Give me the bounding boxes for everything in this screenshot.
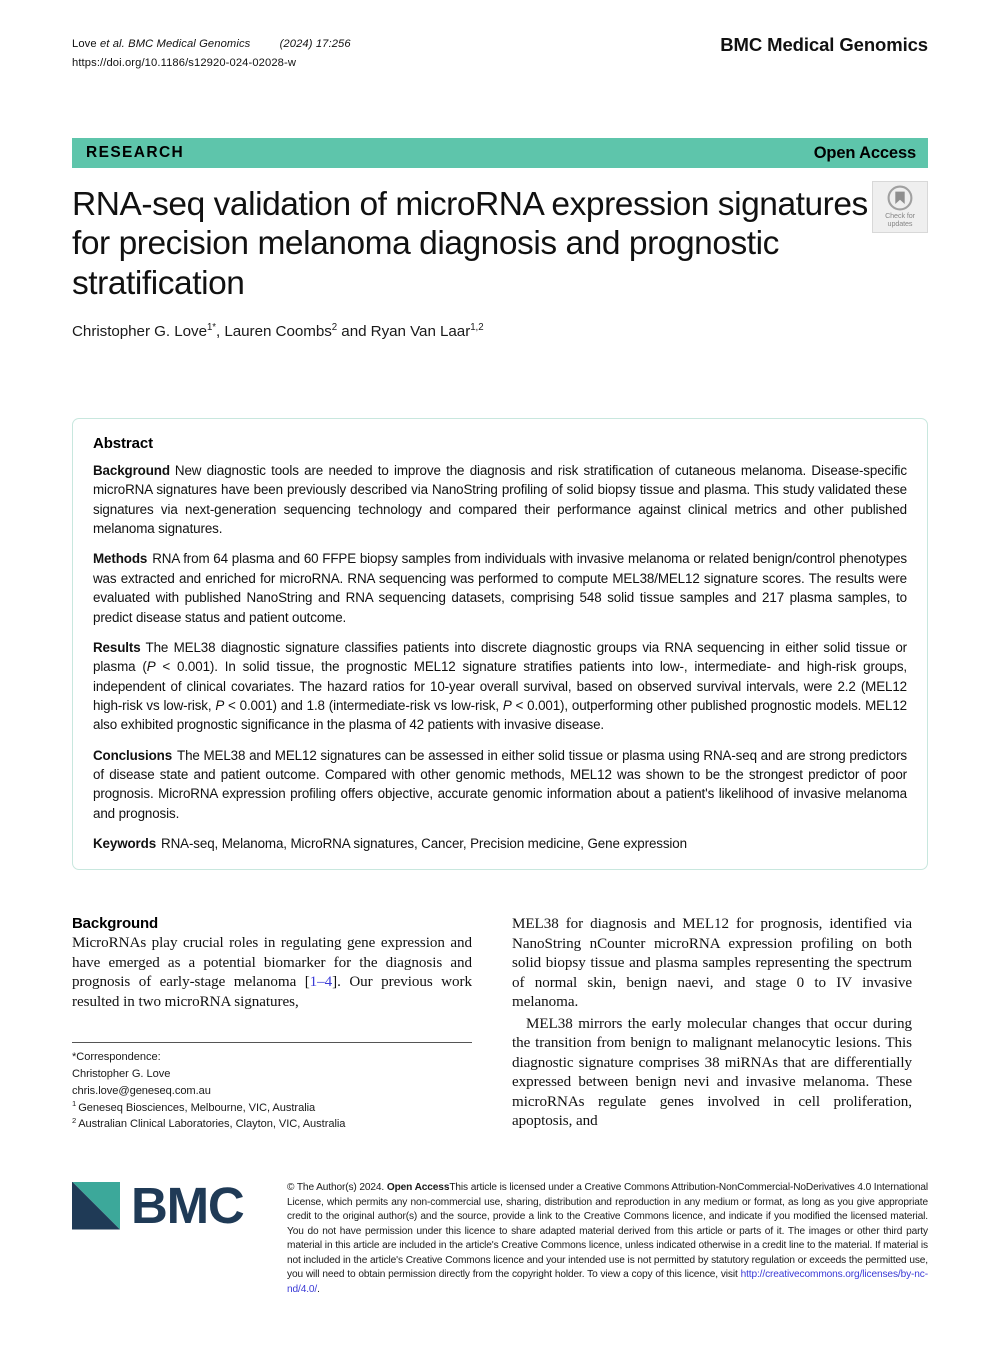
running-head-etal: et al. — [99, 38, 125, 50]
page-footer — [72, 1178, 928, 1297]
keywords-label: Keywords — [93, 836, 157, 852]
crossmark-line1: Check for — [885, 211, 915, 220]
crossmark-bookmark-icon — [887, 185, 913, 211]
bmc-logo-wordmark: BMC — [131, 1177, 244, 1234]
license-body: This article is licensed under a Creative Commons Attribution-NonCommercial-NoDerivatives 4.0 International License, which permits any non-commercial use, sharing, distribution and reproduction in any medium or format, as long as you give appropriate credit to the original author(s) and the source, provide a link to the Creative Commons licence, and indicate if you modified the licensed material. You do not have permission under this licence to share adapted material derived from this article or parts of it. The images or other third party material in this article are included in the article's Creative Commons licence, unless indicated otherwise in a credit line to the material. If material is not included in the article's Creative Commons licence and your intended use is not permitted by statutory regulation or exceeds the permitted use, you will need to obtain permission directly from the copyright holder. To view a copy of this licence, visit — [287, 1182, 928, 1281]
running-head-citation — [72, 36, 351, 72]
article-type-banner — [72, 138, 928, 168]
journal-brand: BMC Medical Genomics — [720, 34, 928, 55]
abstract-section-text: The MEL38 and MEL12 signatures can be assessed in either solid tissue or plasma using RNA-seq and are strong predictors of disease state and patient outcome. Compared with other genomic methods, MEL12 was shown to be the strongest predictor of poor prognosis. MicroRNA expression profiling offers objective, accurate genomic information about a patient's likelihood of invasive melanoma and prognosis. — [93, 747, 907, 821]
abstract-section-label: Results — [93, 639, 141, 655]
abstract-section-text: New diagnostic tools are needed to improve the diagnosis and risk stratification of cutaneous melanoma. Disease-specific microRNA signatures have been previously described via NanoString profiling of solid biopsy tissue and plasma. This study validated these signatures via next-generation sequencing technology and compared their performance against clinical metrics and other published melanoma signatures. — [93, 463, 907, 537]
author-list — [72, 323, 928, 340]
p-value-symbol: P — [215, 697, 225, 713]
correspondence-divider — [72, 1042, 472, 1043]
correspondence-email[interactable]: chris.love@geneseq.com.au — [72, 1084, 211, 1097]
license-copyright: © The Author(s) 2024. — [287, 1182, 385, 1193]
license-period: . — [317, 1283, 320, 1295]
correspondence-label: *Correspondence: — [72, 1051, 161, 1063]
citation-link[interactable]: 1–4 — [309, 974, 333, 991]
abstract-results — [93, 638, 907, 735]
crossmark-line2: updates — [887, 219, 913, 229]
affiliation-1-marker: 1 — [72, 1098, 77, 1108]
author-affiliation-marker: 2 — [331, 322, 338, 334]
background-text-a: MicroRNAs play crucial roles in regulating gene expression and have emerged as a potential biomarker for the diagnosis and prognosis of early-stage melanoma [ — [72, 935, 472, 991]
license-text — [287, 1178, 928, 1297]
affiliation-1-text: Geneseq Biosciences, Melbourne, VIC, Australia — [78, 1101, 316, 1114]
abstract-box — [72, 418, 928, 870]
p-value-symbol: P — [146, 659, 156, 675]
abstract-background — [93, 461, 907, 538]
abstract-methods — [93, 549, 907, 626]
affiliation-2 — [72, 1116, 472, 1133]
author-name: Christopher G. Love — [72, 323, 207, 341]
abstract-section-label: Background — [93, 463, 170, 478]
affiliation-2-text: Australian Clinical Laboratories, Clayton, VIC, Australia — [78, 1118, 346, 1131]
background-text-b: ]. Our previous work resulted in two microRNA signatures, — [72, 974, 472, 1010]
right-paragraph-2: MEL38 mirrors the early molecular changes that occur during the transition from benign to malignant melanocytic lesions. This diagnostic signature comprises 38 miRNAs that are differentially expressed between benign nevi and invasive melanoma. These microRNAs regulate genes involved in cell proliferation, apoptosis, and — [512, 1015, 912, 1130]
body-column-right — [512, 915, 912, 1132]
running-head-doi: https://doi.org/10.1186/s12920-024-02028-w — [72, 57, 297, 70]
background-paragraph — [72, 934, 472, 1012]
keywords-list: RNA-seq, Melanoma, MicroRNA signatures, Cancer, Precision medicine, Gene expression — [161, 836, 687, 852]
right-paragraph-1: MEL38 for diagnosis and MEL12 for prognosis, identified via NanoString nCounter microRNA expression profiling on both solid biopsy tissue and plasma samples representing the spectrum of normal skin, benign naevi, and stage 0 to IV invasive melanoma. — [512, 916, 912, 1011]
running-head-author: Love — [72, 38, 97, 50]
abstract-keywords — [93, 834, 907, 853]
affiliation-1 — [72, 1100, 472, 1117]
crossmark-label — [885, 212, 915, 229]
crossmark-badge[interactable] — [872, 181, 928, 233]
author-name: and Ryan Van Laar — [337, 323, 471, 341]
abstract-section-text: < 0.001), outperforming other published prognostic models. MEL12 also exhibited prognostic significance in the plasma of 42 patients with invasive disease. — [93, 697, 907, 733]
affiliation-2-marker: 2 — [72, 1115, 77, 1125]
article-type-label: RESEARCH — [86, 144, 185, 161]
correspondence-name: Christopher G. Love — [72, 1067, 171, 1080]
abstract-section-text: The MEL38 diagnostic signature classifies patients into discrete diagnostic groups via RNA sequencing in either solid tissue or plasma ( — [93, 639, 907, 675]
author-name: , Lauren Coombs — [216, 323, 332, 341]
section-heading-background: Background — [72, 915, 159, 932]
open-access-label: Open Access — [813, 143, 916, 162]
abstract-section-text: < 0.001) and 1.8 (intermediate-risk vs low-risk, — [224, 697, 503, 713]
bmc-logo — [72, 1177, 287, 1234]
abstract-section-text: RNA from 64 plasma and 60 FFPE biopsy samples from individuals with invasive melanoma or related benign/control phenotypes was extracted and enriched for microRNA. RNA sequencing was performed to compute MEL38/MEL12 signature scores. The results were evaluated with published NanoString and RNA sequencing datasets, comprising 548 solid tissue samples and 217 plasma samples, to predict disease status and patient outcome. — [93, 551, 907, 625]
correspondence-block — [72, 1042, 472, 1133]
page-title: RNA-seq validation of microRNA expression signatures for precision melanoma diagnosis and prognostic stratification — [72, 186, 868, 302]
author-affiliation-marker: 1* — [206, 322, 217, 334]
abstract-section-label: Methods — [93, 551, 148, 567]
license-open-access-label: Open Access — [386, 1182, 450, 1193]
abstract-section-label: Conclusions — [93, 747, 173, 763]
author-affiliation-marker: 1,2 — [470, 322, 484, 334]
body-column-left — [72, 915, 472, 1012]
title-block — [72, 185, 928, 340]
bmc-logo-mark-icon — [72, 1182, 120, 1230]
abstract-conclusions — [93, 746, 907, 823]
running-head-volume: (2024) 17:256 — [279, 38, 351, 50]
p-value-symbol: P — [502, 697, 512, 713]
abstract-heading: Abstract — [93, 435, 154, 452]
abstract-section-text: < 0.001). In solid tissue, the prognostic MEL12 signature stratifies patients into low-, intermediate- and high-risk groups, independent of clinical covariates. The hazard ratios for 10-year overall survival, based on observed survival intervals, were 2.2 (MEL12 high-risk vs low-risk, — [93, 659, 907, 713]
license-url-link[interactable]: http://creativecommons.org/licenses/by-nc-nd/4.0/ — [287, 1269, 928, 1295]
running-head — [72, 36, 928, 72]
running-head-journal: BMC Medical Genomics — [128, 38, 251, 50]
